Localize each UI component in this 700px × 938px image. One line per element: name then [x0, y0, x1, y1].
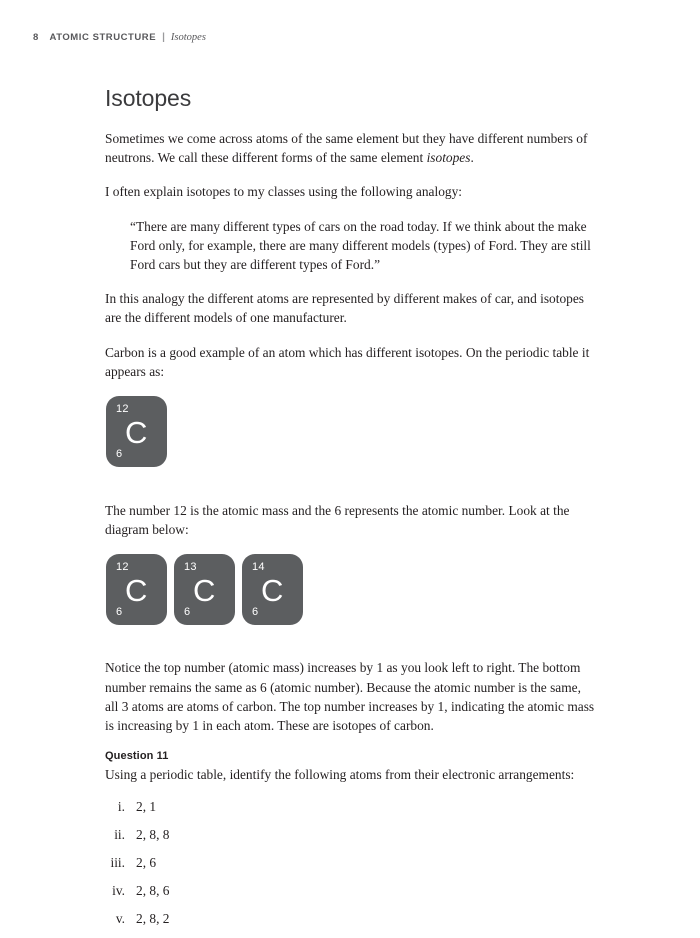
element-tile-carbon-14-diagram — [242, 554, 303, 625]
list-marker: i. — [117, 799, 125, 815]
paragraph-carbon-intro: Carbon is a good example of an atom which has different isotopes. On the periodic table it appears as: — [105, 344, 590, 379]
atomic-mass-label: 12 — [116, 561, 129, 574]
list-item — [105, 854, 595, 871]
element-symbol-label: C — [193, 573, 216, 609]
carbon-element-tile-group — [106, 396, 595, 467]
list-item-text: 2, 8, 8 — [136, 827, 170, 843]
running-head — [33, 32, 206, 43]
element-tile-carbon-13-diagram — [174, 554, 235, 625]
atomic-number-label: 6 — [116, 448, 123, 461]
atomic-number-label: 6 — [252, 606, 259, 619]
page-title: Isotopes — [105, 85, 192, 111]
element-symbol-label: C — [125, 415, 148, 451]
element-symbol-label: C — [261, 573, 284, 609]
list-marker: iv. — [112, 883, 125, 899]
question-answer-list — [105, 798, 595, 927]
atomic-number-label: 6 — [116, 606, 123, 619]
paragraph-isotopes-conclusion: Notice the top number (atomic mass) increases by 1 as you look left to right. The bottom number remains the same as 6 (atomic number). Because the atomic number is the same, all 3 atoms are atoms of carbon. The top number increases by 1, indicating the atomic mass is increasing by 1 in each atom. These are isotopes of carbon. — [105, 660, 595, 734]
chapter-name: ATOMIC STRUCTURE — [49, 32, 157, 43]
paragraph-analogy-lead: I often explain isotopes to my classes using the following analogy: — [105, 184, 463, 200]
list-item-text: 2, 8, 2 — [136, 911, 170, 927]
page-number: 8 — [33, 32, 39, 43]
running-head-separator: | — [162, 32, 165, 43]
atomic-mass-label: 14 — [252, 561, 265, 574]
paragraph-intro — [105, 129, 595, 167]
atomic-mass-label: 12 — [116, 403, 129, 416]
blockquote-car-analogy: “There are many different types of cars on the road today. If we think about the make Ford only, for example, there are many different models (types) of Ford. They are still Ford cars but they are different types of Ford.” — [130, 218, 591, 273]
list-item-text: 2, 1 — [136, 799, 157, 815]
paragraph-analogy-explained: In this analogy the different atoms are represented by different makes of car, and isotopes are the different models of one manufacturer. — [105, 291, 585, 326]
element-tile-carbon-12-diagram — [106, 554, 167, 625]
paragraph-mass-number-explained: The number 12 is the atomic mass and the 6 represents the atomic number. Look at the diagram below: — [105, 503, 570, 538]
list-item-text: 2, 8, 6 — [136, 883, 170, 899]
list-marker: v. — [115, 911, 125, 927]
list-item-text: 2, 6 — [136, 855, 157, 871]
list-item — [105, 826, 595, 843]
list-marker: ii. — [114, 827, 125, 843]
list-item — [105, 798, 595, 815]
isotopes-emphasis: isotopes — [426, 150, 471, 166]
list-marker: iii. — [110, 855, 125, 871]
paragraph-intro-text: Sometimes we come across atoms of the same element but they have different numbers of neutrons. We call these different forms of the same element — [105, 131, 588, 166]
question-heading: Question 11 — [105, 750, 169, 763]
content-column — [105, 84, 595, 938]
atomic-number-label: 6 — [184, 606, 191, 619]
section-name: Isotopes — [170, 32, 206, 43]
question-intro: Using a periodic table, identify the following atoms from their electronic arrangements: — [105, 767, 575, 783]
list-item — [105, 910, 595, 927]
paragraph-intro-period: . — [470, 150, 474, 166]
isotope-tile-row — [106, 554, 595, 625]
element-tile-carbon-12 — [106, 396, 167, 467]
list-item — [105, 882, 595, 899]
element-symbol-label: C — [125, 573, 148, 609]
atomic-mass-label: 13 — [184, 561, 197, 574]
